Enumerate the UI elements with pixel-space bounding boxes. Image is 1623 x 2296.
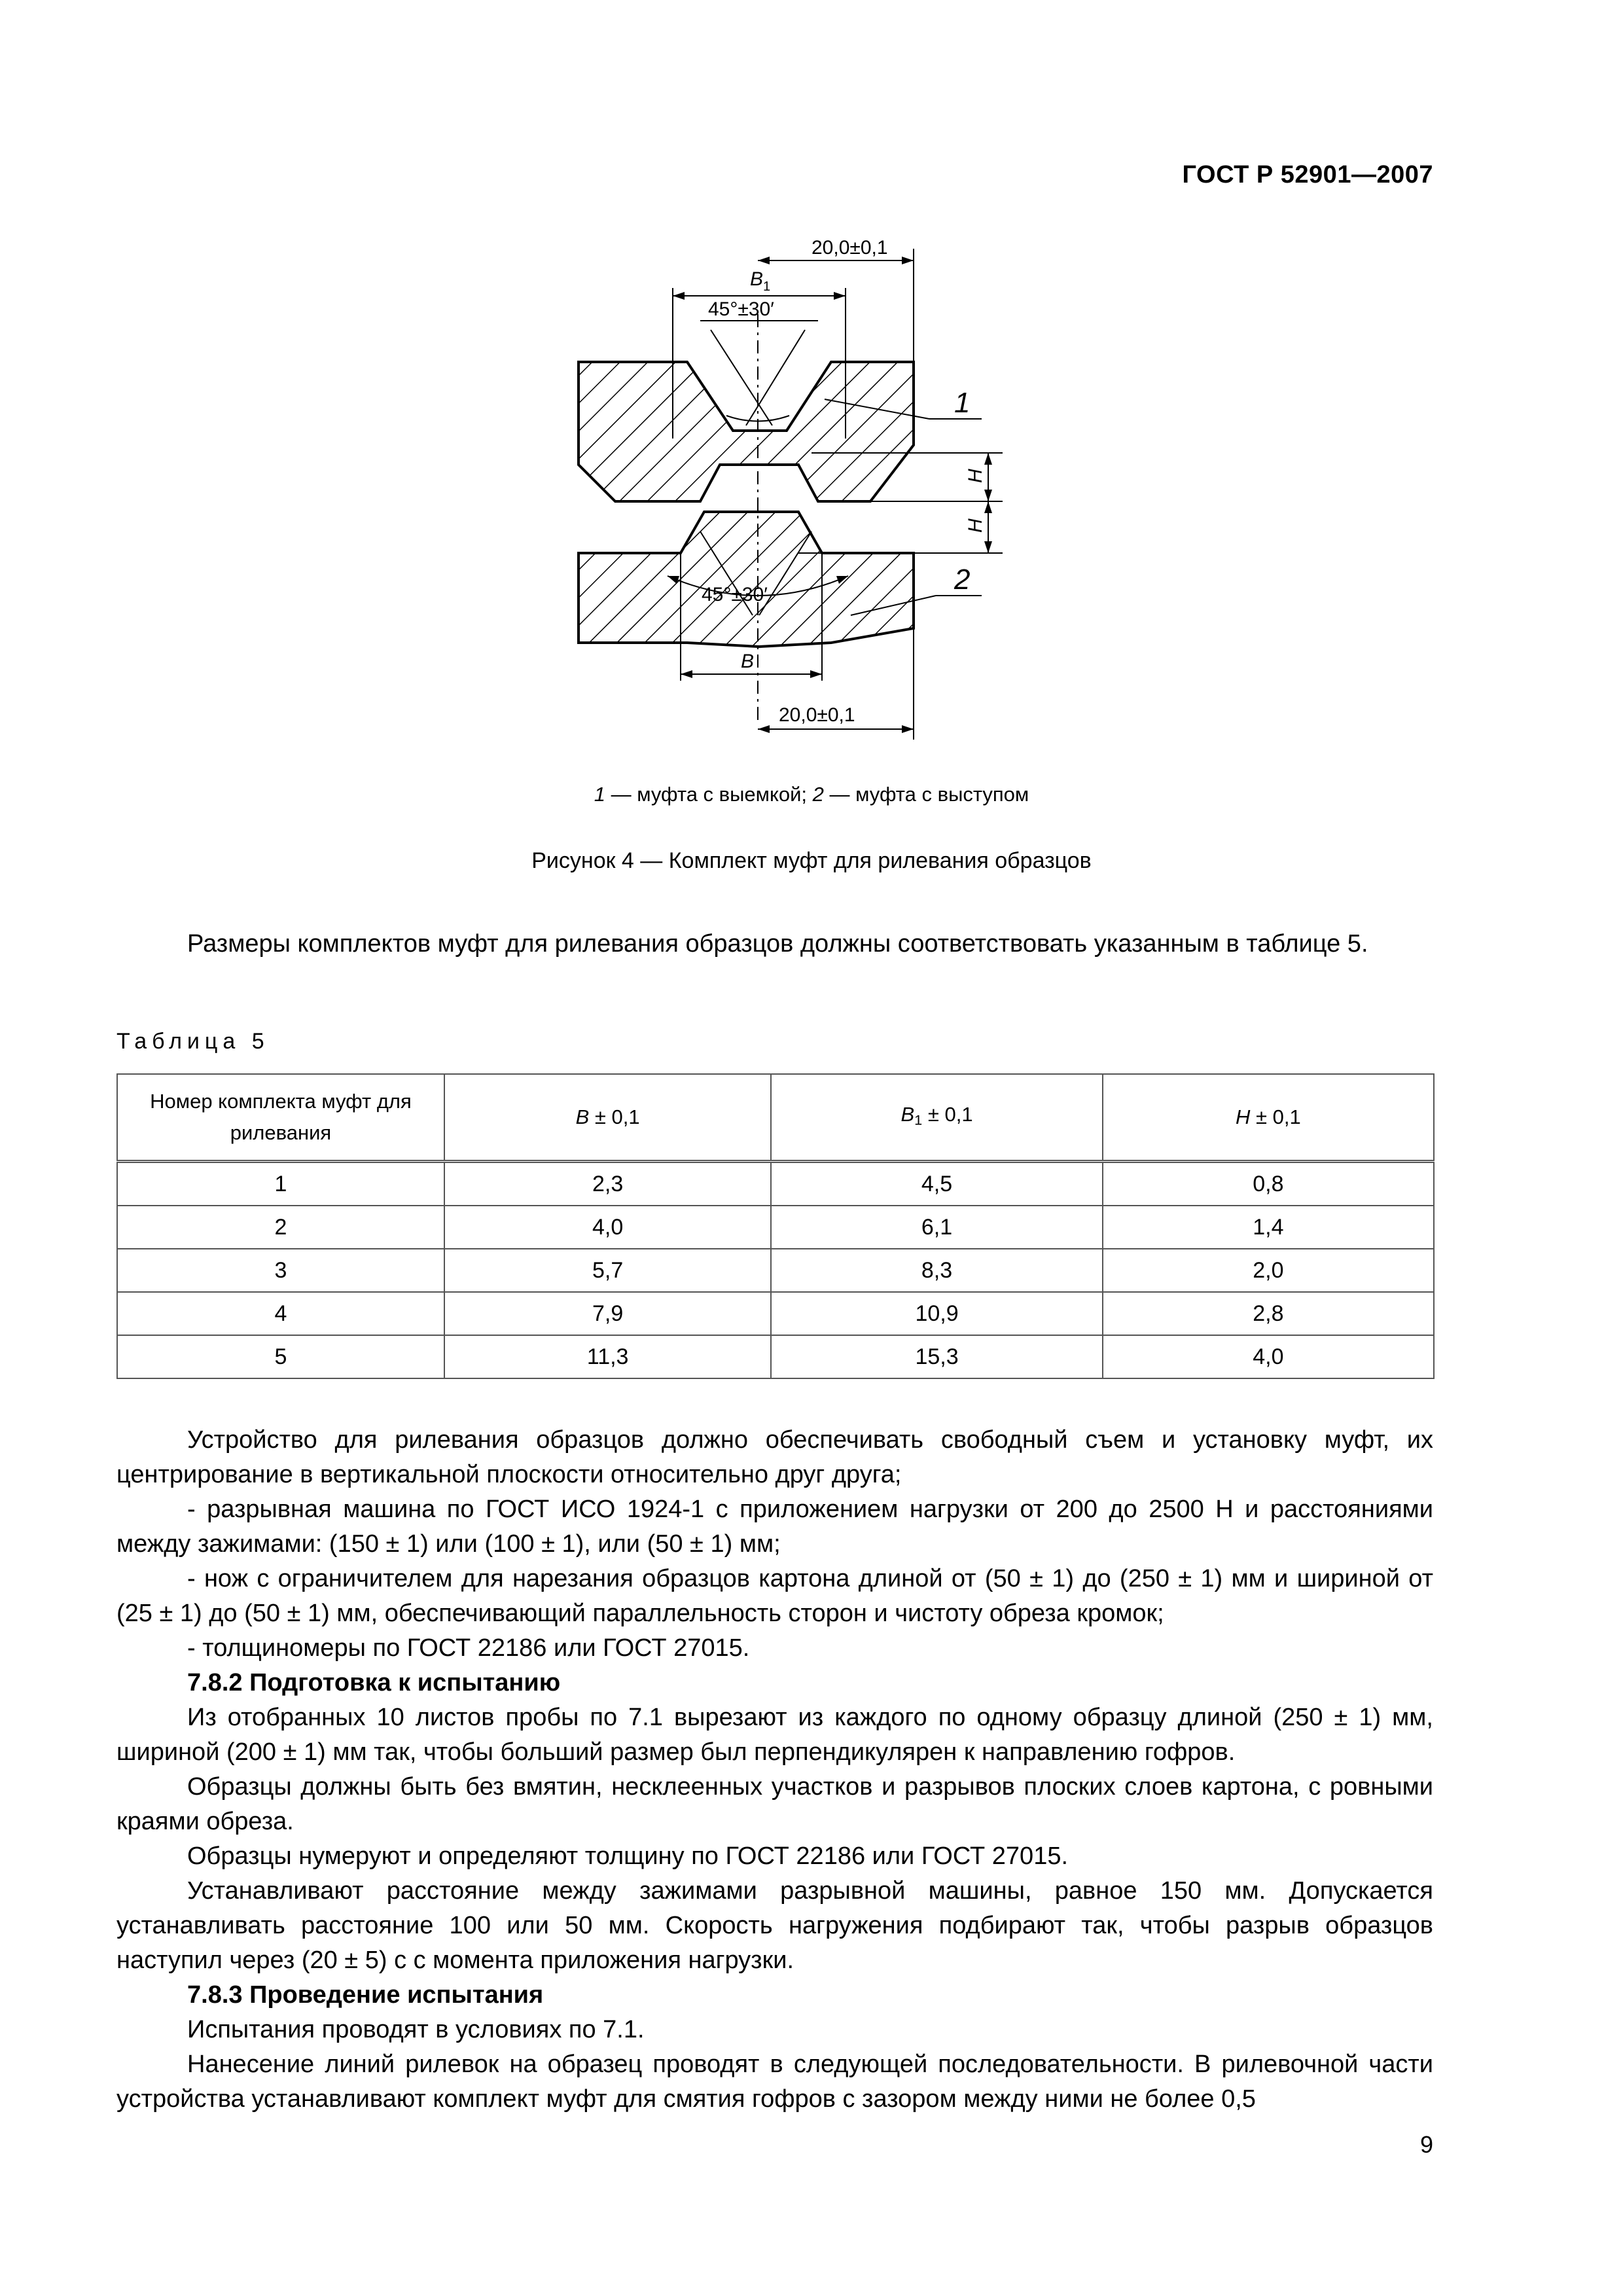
- intro-paragraph: Размеры комплектов муфт для рилевания образцов должны соответствовать указанным в таблице 5.: [187, 930, 1368, 958]
- figure-coupling-set: [537, 223, 1086, 746]
- cell-set-number: 4: [117, 1292, 444, 1335]
- table-row: [117, 1206, 1434, 1249]
- paragraph-clamp-distance: Устанавливают расстояние между зажимами разрывной машины, равное 150 мм. Допускается устанавливать расстояние 100 или 50 мм. Скорость нагружения подбирают так, чтобы разрыв образцов наступил через (20 ± 5) с с момента приложения нагрузки.: [116, 1877, 1433, 1974]
- legend-1-number: 1: [594, 783, 605, 806]
- legend-2-text: — муфта с выступом: [823, 783, 1029, 806]
- dim-h-upper: H: [965, 469, 986, 483]
- lower-coupling-body: [579, 512, 914, 647]
- figure-legend: [0, 783, 1623, 806]
- page-number: 9: [1419, 2131, 1433, 2158]
- figure-caption: Рисунок 4 — Комплект муфт для рилевания образцов: [531, 848, 1092, 873]
- section-heading-7-8-2: 7.8.2 Подготовка к испытанию: [187, 1669, 561, 1696]
- cell-h: 0,8: [1103, 1162, 1434, 1206]
- header-b: B ± 0,1: [444, 1074, 771, 1162]
- callout-1: 1: [954, 387, 971, 419]
- table-row: [117, 1335, 1434, 1378]
- cell-h: 4,0: [1103, 1335, 1434, 1378]
- table-title: Таблица 5: [116, 1029, 270, 1054]
- cell-set-number: 5: [117, 1335, 444, 1378]
- table-row: [117, 1249, 1434, 1292]
- table-coupling-sizes: [116, 1073, 1435, 1379]
- document-standard-header: ГОСТ Р 52901—2007: [1182, 161, 1433, 188]
- header-h: H ± 0,1: [1103, 1074, 1434, 1162]
- cell-b1: 10,9: [771, 1292, 1102, 1335]
- paragraph-device-requirements: Устройство для рилевания образцов должно обеспечивать свободный съем и установку муфт, их центрирование в вертикальной плоскости относительно друг друга;: [116, 1426, 1433, 1488]
- dim-b1-label: $B_1$: [750, 268, 771, 294]
- cell-h: 1,4: [1103, 1206, 1434, 1249]
- table-header-row: [117, 1074, 1434, 1162]
- upper-coupling-body: [579, 362, 914, 501]
- cell-b1: 8,3: [771, 1249, 1102, 1292]
- list-item-knife: - нож с ограничителем для нарезания образцов картона длиной от (50 ± 1) до (250 ± 1) мм и шириной от (25 ± 1) до (50 ± 1) мм, обеспечивающий параллельность сторон и чистоту обреза кромок;: [116, 1565, 1433, 1627]
- cell-b: 7,9: [444, 1292, 771, 1335]
- cell-b: 4,0: [444, 1206, 771, 1249]
- table-row: [117, 1162, 1434, 1206]
- list-item-tensile-machine: - разрывная машина по ГОСТ ИСО 1924-1 с приложением нагрузки от 200 до 2500 Н и расстояниями между зажимами: (150 ± 1) или (100 ± 1), или (50 ± 1) мм;: [116, 1496, 1433, 1558]
- cell-b: 2,3: [444, 1162, 771, 1206]
- cell-h: 2,8: [1103, 1292, 1434, 1335]
- cell-set-number: 2: [117, 1206, 444, 1249]
- body-text-block: [116, 1423, 1433, 2117]
- cell-b1: 6,1: [771, 1206, 1102, 1249]
- cell-b: 5,7: [444, 1249, 771, 1292]
- dim-top-label: 20,0±0,1: [812, 237, 888, 259]
- intro-paragraph-block: [116, 927, 1433, 961]
- paragraph-sample-quality: Образцы должны быть без вмятин, несклеенных участков и разрывов плоских слоев картона, с ровными краями обреза.: [116, 1773, 1433, 1835]
- callout-2: 2: [954, 564, 971, 596]
- header-b1: $B_1 \pm 0,1$: [771, 1074, 1102, 1162]
- table-row: [117, 1292, 1434, 1335]
- paragraph-sample-numbering: Образцы нумеруют и определяют толщину по ГОСТ 22186 или ГОСТ 27015.: [187, 1842, 1069, 1870]
- cell-b1: 15,3: [771, 1335, 1102, 1378]
- cell-h: 2,0: [1103, 1249, 1434, 1292]
- angle-bottom-label: 45°±30′: [702, 584, 768, 605]
- dim-b-label: B: [741, 651, 755, 672]
- cell-b1: 4,5: [771, 1162, 1102, 1206]
- legend-2-number: 2: [812, 783, 824, 806]
- header-set-number: Номер комплекта муфт для рилевания: [117, 1074, 444, 1162]
- cell-set-number: 3: [117, 1249, 444, 1292]
- section-heading-7-8-3: 7.8.3 Проведение испытания: [187, 1981, 544, 2009]
- list-item-thickness-gauges: - толщиномеры по ГОСТ 22186 или ГОСТ 27015.: [187, 1634, 750, 1662]
- paragraph-test-conditions: Испытания проводят в условиях по 7.1.: [187, 2016, 645, 2043]
- paragraph-sample-cutting: Из отобранных 10 листов пробы по 7.1 вырезают из каждого по одному образцу длиной (250 ± 1) мм, шириной (200 ± 1) мм так, чтобы больший размер был перпендикулярен к направлению гофров.: [116, 1704, 1433, 1766]
- legend-1-text: — муфта с выемкой;: [605, 783, 813, 806]
- cell-b: 11,3: [444, 1335, 771, 1378]
- coupling-drawing: [537, 223, 1086, 746]
- dim-bottom-label: 20,0±0,1: [779, 704, 855, 726]
- cell-set-number: 1: [117, 1162, 444, 1206]
- paragraph-creasing-sequence: Нанесение линий рилевок на образец проводят в следующей последовательности. В рилевочной части устройства устанавливают комплект муфт для смятия гофров с зазором между ними не более 0,5: [116, 2051, 1433, 2113]
- angle-top-label: 45°±30′: [708, 298, 774, 320]
- dim-h-lower: H: [965, 518, 986, 533]
